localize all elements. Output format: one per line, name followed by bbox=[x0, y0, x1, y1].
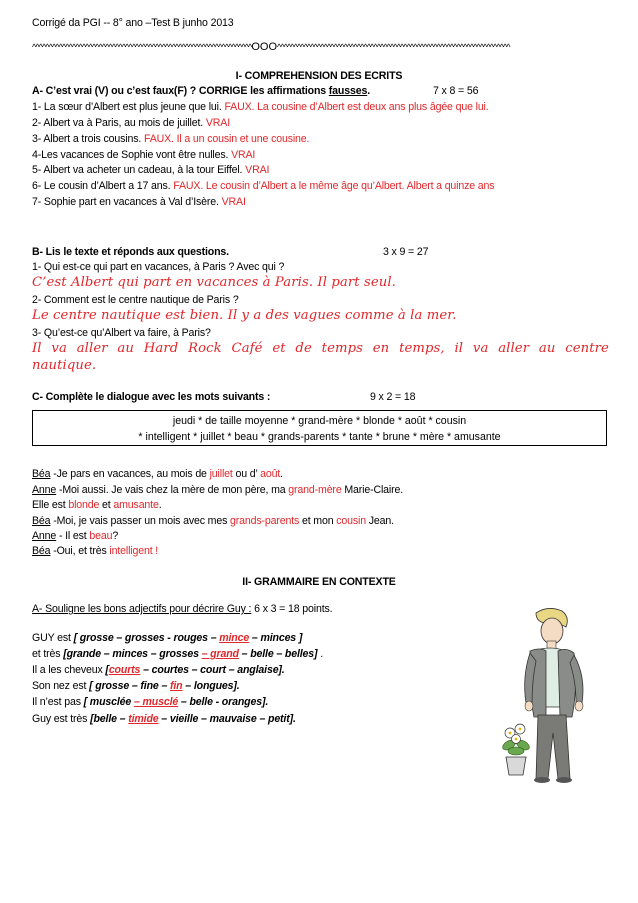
part-b-answer-3-line-2: nautique. bbox=[32, 358, 97, 373]
part-a-score: 7 x 8 = 56 bbox=[433, 85, 479, 97]
dialogue-line: Anne - Il est beau? bbox=[32, 530, 119, 542]
grammar-line: Guy est très [belle – timide – vieille – mauvaise – petit]. bbox=[32, 713, 296, 725]
dialogue-line: Anne -Moi aussi. Je vais chez la mère de mon père, ma grand-mère Marie-Claire. bbox=[32, 484, 404, 496]
part-b-score: 3 x 9 = 27 bbox=[383, 246, 429, 258]
grammar-line: GUY est [ grosse – grosses - rouges – mince – minces ] bbox=[32, 632, 303, 644]
word-bank-box bbox=[32, 410, 607, 446]
part-b-answer-1: C’est Albert qui part en vacances à Paris. Il part seul. bbox=[32, 275, 396, 290]
part-a-item: 6- Le cousin d’Albert a 17 ans. FAUX. Le cousin d’Albert a le même âge qu’Albert. Albert a quinze ans bbox=[32, 180, 495, 192]
word-bank-line-2: * intelligent * juillet * beau * grands-parents * tante * brune * mère * amusante bbox=[138, 431, 501, 443]
part-a-item: 2- Albert va à Paris, au mois de juillet. VRAI bbox=[32, 117, 231, 129]
header-title: Corrigé da PGI -- 8° ano –Test B junho 2013 bbox=[32, 17, 234, 29]
part-a-item: 3- Albert a trois cousins. FAUX. Il a un cousin et une cousine. bbox=[32, 133, 310, 145]
dialogue-line: Elle est blonde et amusante. bbox=[32, 499, 162, 511]
part-a-item: 5- Albert va acheter un cadeau, à la tour Eiffel. VRAI bbox=[32, 164, 270, 176]
dialogue-line: Béa -Je pars en vacances, au mois de juillet ou d’ août. bbox=[32, 468, 283, 480]
grammar-line: Il a les cheveux [courts – courtes – court – anglaise]. bbox=[32, 664, 285, 676]
header-separator: ^^^^^^^^^^^^^^^^^^^^^^^^^^^^^^^^^^^^^^^^^^^^^^^^^^^^^^^^^^^^^^^^^^OOO^^^^^^^^^^^^^^^^^^^^^^^^^^^^^^^^^^^^^^^^^^^^^^^^^^^^^^^^^^^^^^^^^^^^^^ bbox=[32, 42, 510, 52]
part-a-item: 7- Sophie part en vacances à Val d’Isère. VRAI bbox=[32, 196, 246, 208]
grammar-heading: A- Souligne les bons adjectifs pour décrire Guy : 6 x 3 = 18 points. bbox=[32, 603, 333, 615]
part-b-question-1: 1- Qui est-ce qui part en vacances, à Paris ? Avec qui ? bbox=[32, 261, 285, 273]
part-c-score: 9 x 2 = 18 bbox=[370, 391, 416, 403]
part-a-item: 4-Les vacances de Sophie vont être nulles. VRAI bbox=[32, 149, 256, 161]
part-b-answer-3-line-1: Il va aller au Hard Rock Café et de temps en temps, il va aller au centre bbox=[32, 341, 609, 356]
section-2-title: II- GRAMMAIRE EN CONTEXTE bbox=[242, 576, 396, 588]
part-c-heading: C- Complète le dialogue avec les mots suivants : bbox=[32, 391, 271, 403]
grammar-line: et très [grande – minces – grosses – grand – belle – belles] . bbox=[32, 648, 324, 660]
part-b-question-2: 2- Comment est le centre nautique de Paris ? bbox=[32, 294, 239, 306]
grammar-line: Il n’est pas [ musclée – musclé – belle - oranges]. bbox=[32, 696, 269, 708]
part-b-answer-2: Le centre nautique est bien. Il y a des vagues comme à la mer. bbox=[32, 308, 457, 323]
grammar-line: Son nez est [ grosse – fine – fin – longues]. bbox=[32, 680, 240, 692]
dialogue-line: Béa -Oui, et très intelligent ! bbox=[32, 545, 159, 557]
part-b-heading: B- Lis le texte et réponds aux questions. bbox=[32, 246, 229, 258]
part-a-item: 1- La sœur d’Albert est plus jeune que lui. FAUX. La cousine d’Albert est deux ans plus âgée que lui. bbox=[32, 101, 489, 113]
part-a-heading: A- C’est vrai (V) ou c’est faux(F) ? CORRIGE les affirmations fausses. bbox=[32, 85, 371, 97]
guy-illustration bbox=[500, 607, 610, 783]
word-bank-line-1: jeudi * de taille moyenne * grand-mère * blonde * août * cousin bbox=[172, 415, 467, 427]
dialogue-line: Béa -Moi, je vais passer un mois avec mes grands-parents et mon cousin Jean. bbox=[32, 515, 394, 527]
part-b-question-3: 3- Qu’est-ce qu’Albert va faire, à Paris? bbox=[32, 327, 211, 339]
section-1-title: I- COMPREHENSION DES ECRITS bbox=[235, 70, 403, 82]
